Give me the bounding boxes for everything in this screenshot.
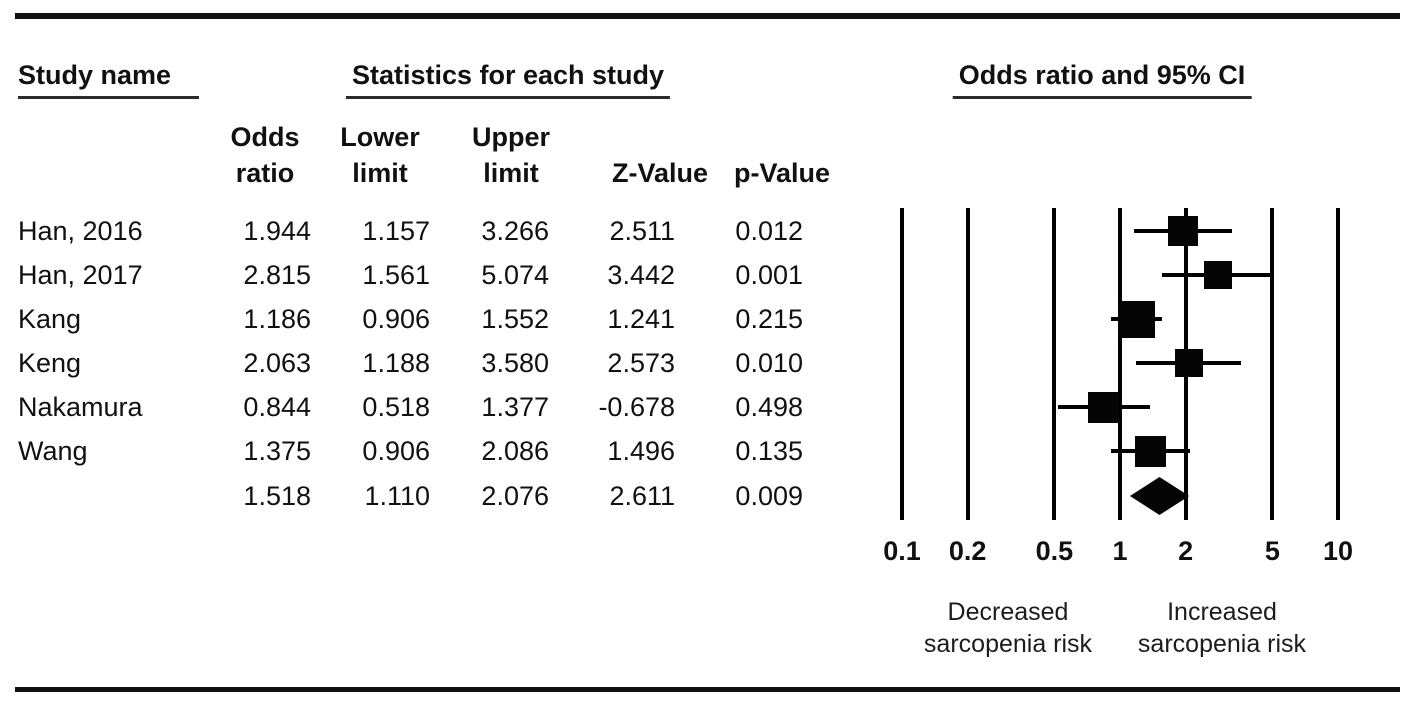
tick-label-0.2: 0.2 (948, 536, 987, 566)
study-name-keng: Keng (18, 348, 82, 378)
statistics-title: Statistics for each study (346, 60, 670, 99)
upper-limit-nakamura: 1.377 (481, 392, 549, 422)
or-marker-han-2016 (1168, 216, 1198, 246)
increased-risk-label (1138, 596, 1306, 660)
study-name-han-2017: Han, 2017 (18, 260, 143, 290)
z-value-han-2016: 2.511 (609, 216, 675, 246)
decreased-risk-label-line2: sarcopenia risk (923, 630, 1093, 658)
top-rule (15, 13, 1400, 19)
gridline-1 (1118, 208, 1122, 520)
p-value-nakamura: 0.498 (735, 392, 803, 422)
bottom-rule (15, 687, 1400, 692)
p-value-summary: 0.009 (735, 481, 803, 511)
increased-risk-label-line1: Increased (1167, 598, 1277, 626)
col-header-upper-limit-line2: limit (483, 158, 539, 188)
plot-title: Odds ratio and 95% CI (953, 60, 1252, 99)
col-header-p-value: p-Value (733, 158, 831, 188)
p-value-keng: 0.010 (735, 348, 803, 378)
odds-ratio-han-2017: 2.815 (243, 260, 311, 290)
tick-label-5: 5 (1264, 536, 1280, 566)
upper-limit-summary: 2.076 (481, 481, 549, 511)
gridline-0.2 (966, 208, 970, 520)
lower-limit-han-2017: 1.561 (362, 260, 430, 290)
upper-limit-kang: 1.552 (481, 304, 549, 334)
odds-ratio-summary: 1.518 (243, 481, 311, 511)
gridline-0.1 (900, 208, 904, 520)
col-header-lower-limit-line1: Lower (340, 122, 420, 152)
lower-limit-summary: 1.110 (364, 481, 430, 511)
tick-label-10: 10 (1322, 536, 1354, 566)
p-value-kang: 0.215 (735, 304, 803, 334)
study-name-han-2016: Han, 2016 (18, 216, 143, 246)
p-value-wang: 0.135 (735, 436, 803, 466)
tick-label-0.5: 0.5 (1035, 536, 1074, 566)
col-header-lower-limit-line2: limit (352, 158, 408, 188)
z-value-han-2017: 3.442 (607, 260, 675, 290)
upper-limit-keng: 3.580 (481, 348, 549, 378)
p-value-han-2017: 0.001 (735, 260, 803, 290)
or-marker-wang (1135, 436, 1166, 467)
study-name-wang: Wang (18, 436, 88, 466)
lower-limit-han-2016: 1.157 (362, 216, 430, 246)
gridline-5 (1270, 208, 1274, 520)
study-name-kang: Kang (18, 304, 82, 334)
z-value-summary: 2.611 (609, 481, 675, 511)
study-name-nakamura: Nakamura (18, 392, 143, 422)
tick-label-1: 1 (1112, 536, 1128, 566)
upper-limit-han-2016: 3.266 (481, 216, 549, 246)
study-name-title: Study name (18, 60, 199, 99)
odds-ratio-han-2016: 1.944 (243, 216, 311, 246)
p-value-han-2016: 0.012 (735, 216, 803, 246)
z-value-wang: 1.496 (607, 436, 675, 466)
odds-ratio-wang: 1.375 (243, 436, 311, 466)
decreased-risk-label-line1: Decreased (947, 598, 1069, 626)
tick-label-0.1: 0.1 (883, 536, 921, 566)
col-header-odds-ratio-line2: ratio (235, 158, 295, 188)
or-marker-keng (1175, 349, 1203, 377)
gridline-10 (1336, 208, 1340, 520)
or-marker-nakamura (1088, 392, 1119, 423)
odds-ratio-keng: 2.063 (243, 348, 311, 378)
lower-limit-keng: 1.188 (362, 348, 430, 378)
col-header-odds-ratio-line1: Odds (230, 122, 300, 152)
col-header-upper-limit-line1: Upper (471, 122, 551, 152)
z-value-kang: 1.241 (607, 304, 675, 334)
col-header-z-value: Z-Value (611, 158, 709, 188)
lower-limit-kang: 0.906 (362, 304, 430, 334)
decreased-risk-label (924, 596, 1092, 660)
upper-limit-han-2017: 5.074 (481, 260, 549, 290)
or-marker-kang (1118, 301, 1155, 338)
z-value-keng: 2.573 (607, 348, 675, 378)
increased-risk-label-line2: sarcopenia risk (1137, 630, 1307, 658)
or-marker-han-2017 (1204, 261, 1232, 289)
tick-label-2: 2 (1178, 536, 1194, 566)
gridline-0.5 (1052, 208, 1056, 520)
upper-limit-wang: 2.086 (481, 436, 549, 466)
lower-limit-nakamura: 0.518 (362, 392, 430, 422)
odds-ratio-kang: 1.186 (243, 304, 311, 334)
lower-limit-wang: 0.906 (362, 436, 430, 466)
odds-ratio-nakamura: 0.844 (243, 392, 311, 422)
summary-diamond (1130, 477, 1189, 515)
z-value-nakamura: -0.678 (598, 392, 675, 422)
